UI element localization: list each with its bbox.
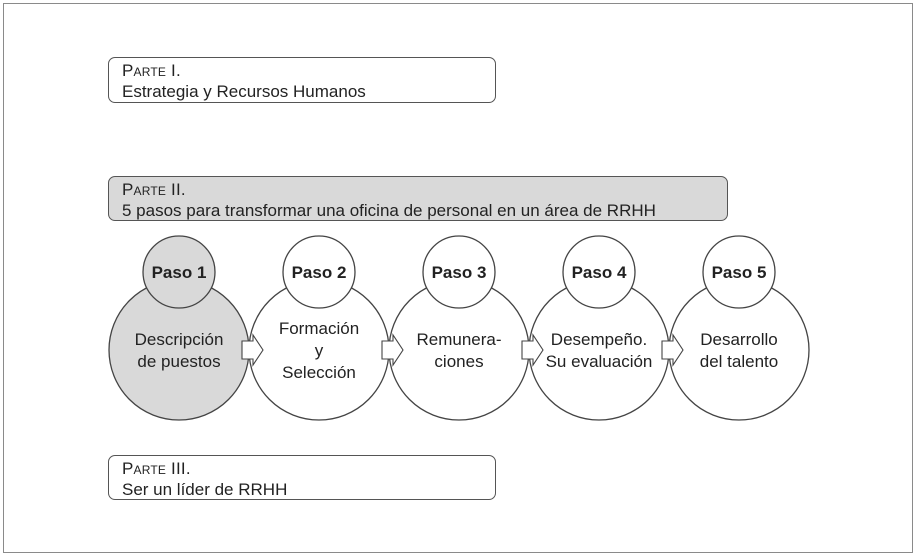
part-2-label: Parte II. [122, 180, 186, 199]
step-3-text-line: Remunera- [416, 330, 502, 349]
part-3-title: Ser un líder de RRHH [122, 480, 288, 499]
part-2-title: 5 pasos para transformar una oficina de personal en un área de RRHH [122, 201, 656, 220]
part-3-label: Parte III. [122, 459, 191, 478]
step-1-text-line: de puestos [137, 352, 221, 371]
step-4-text-line: Desempeño. [550, 330, 648, 349]
step-2-text-line: y [314, 341, 324, 360]
step-3-label: Paso 3 [431, 263, 487, 282]
part-1-label: Parte I. [122, 61, 181, 80]
step-5-text-line: Desarrollo [700, 330, 778, 349]
step-2-text-line: Selección [282, 363, 356, 382]
step-2-label: Paso 2 [291, 263, 347, 282]
step-5-text-line: del talento [699, 352, 779, 371]
step-3-text-line: ciones [434, 352, 484, 371]
step-4-label: Paso 4 [571, 263, 627, 282]
step-4-text-line: Su evaluación [545, 352, 653, 371]
part-1-title: Estrategia y Recursos Humanos [122, 82, 366, 101]
step-1-text-line: Descripción [134, 330, 224, 349]
step-2-text-line: Formación [278, 319, 360, 338]
step-1-label: Paso 1 [151, 263, 207, 282]
step-5-label: Paso 5 [711, 263, 767, 282]
